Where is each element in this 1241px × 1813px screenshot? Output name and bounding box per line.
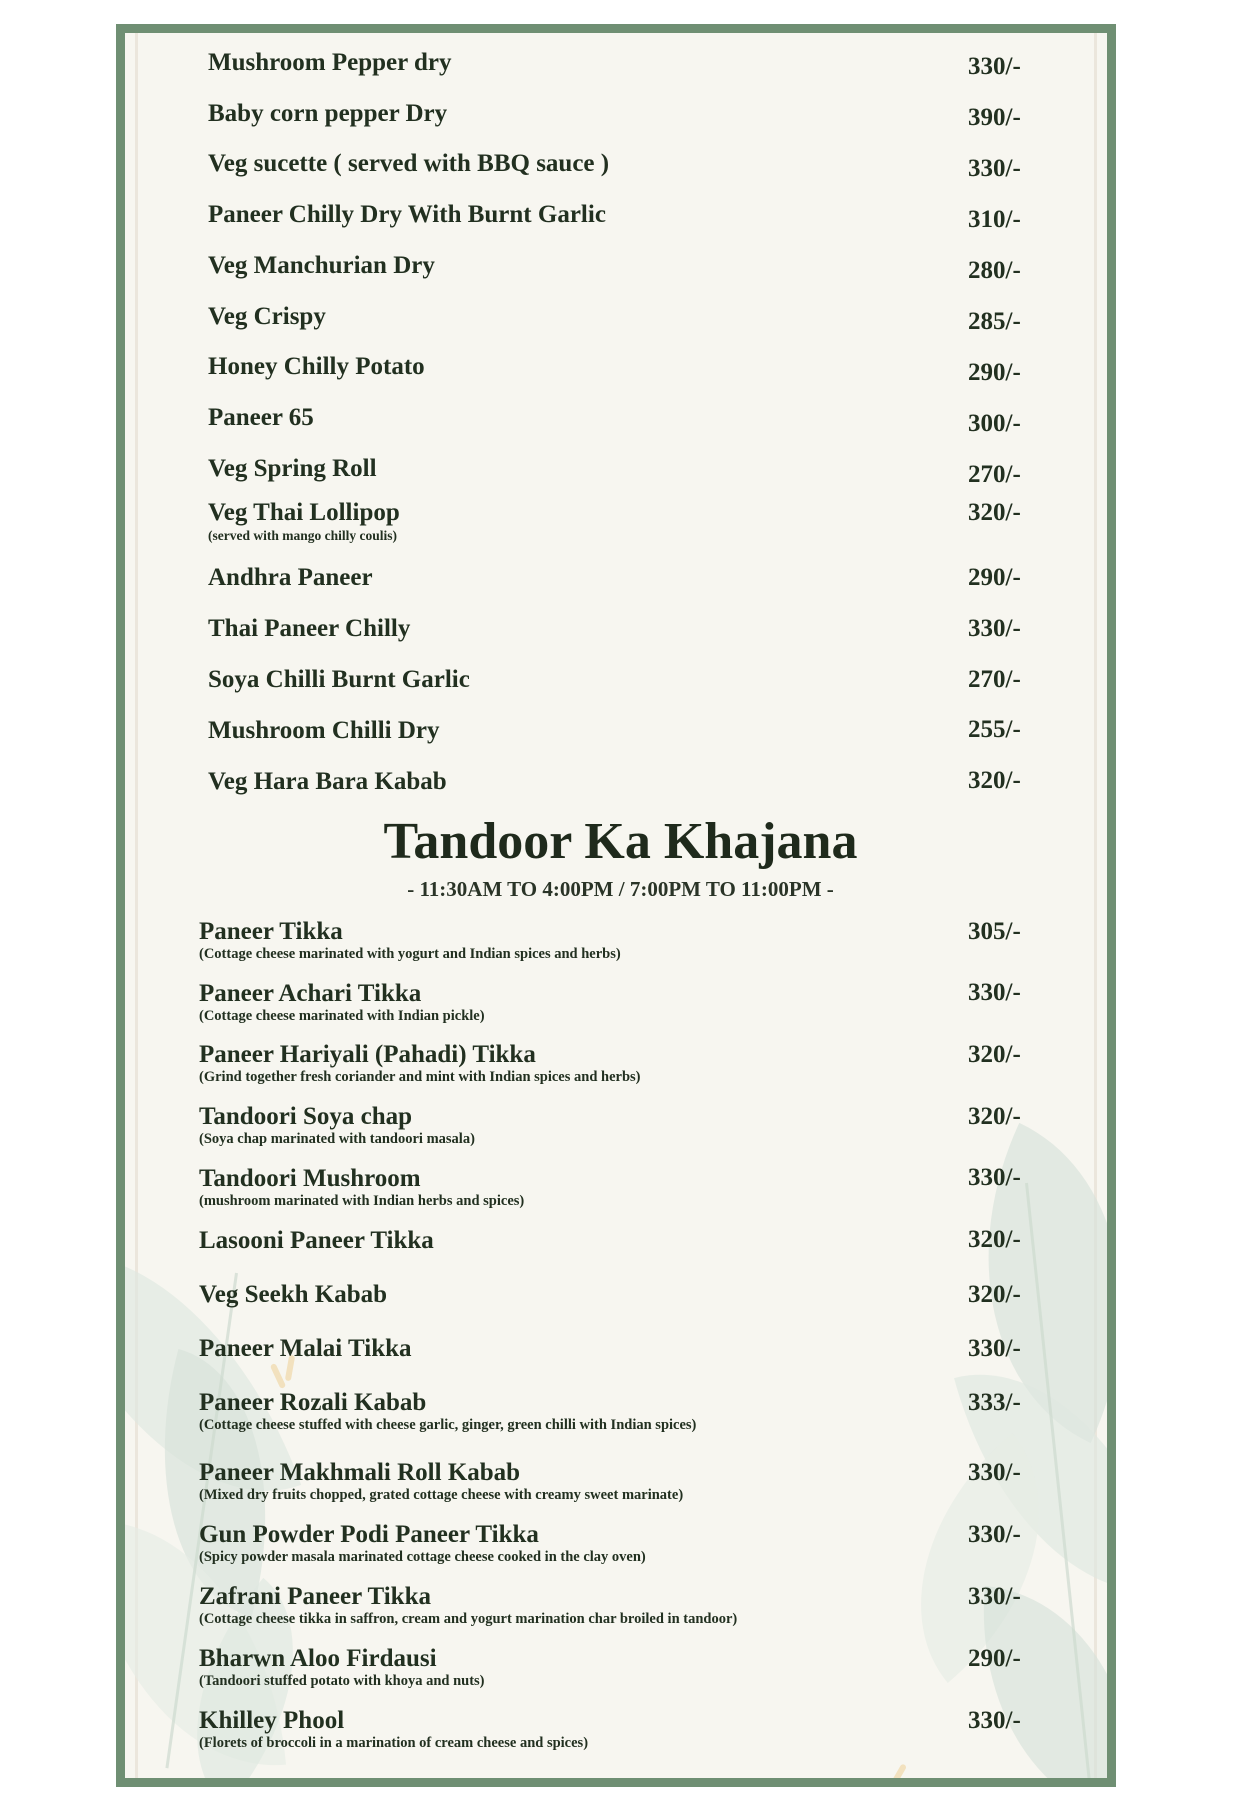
item-description: (Soya chap marinated with tandoori masala) xyxy=(199,1131,475,1147)
border-line-left xyxy=(135,33,138,1778)
item-name: Paneer Malai Tikka xyxy=(199,1335,412,1362)
item-name: Gun Powder Podi Paneer Tikka xyxy=(199,1521,539,1548)
item-name: Veg sucette ( served with BBQ sauce ) xyxy=(208,150,610,177)
item-price: 300/- xyxy=(968,410,1021,437)
item-name: Paneer Chilly Dry With Burnt Garlic xyxy=(208,201,606,228)
item-description: (Cottage cheese marinated with Indian pickle) xyxy=(199,1008,485,1024)
item-price: 390/- xyxy=(968,104,1021,131)
item-description: (mushroom marinated with Indian herbs and spices) xyxy=(199,1193,525,1209)
item-price: 255/- xyxy=(968,716,1021,743)
item-price: 330/- xyxy=(968,615,1021,642)
item-name: Lasooni Paneer Tikka xyxy=(199,1227,434,1254)
item-price: 290/- xyxy=(968,564,1021,591)
item-price: 270/- xyxy=(968,666,1021,693)
item-price: 280/- xyxy=(968,257,1021,284)
item-name: Paneer Tikka xyxy=(199,918,343,945)
item-price: 270/- xyxy=(968,461,1021,488)
item-description: (Tandoori stuffed potato with khoya and nuts) xyxy=(199,1673,485,1689)
item-name: Tandoori Soya chap xyxy=(199,1103,413,1130)
item-name: Soya Chilli Burnt Garlic xyxy=(208,666,470,693)
item-price: 330/- xyxy=(968,1335,1021,1362)
item-price: 330/- xyxy=(968,1164,1021,1191)
item-name: Bharwn Aloo Firdausi xyxy=(199,1645,437,1672)
item-description: (Mixed dry fruits chopped, grated cottage cheese with creamy sweet marinate) xyxy=(199,1487,684,1503)
item-price: 333/- xyxy=(968,1389,1021,1416)
item-price: 330/- xyxy=(968,155,1021,182)
item-description: (Cottage cheese tikka in saffron, cream and yogurt marination char broiled in tandoor) xyxy=(199,1611,738,1627)
item-name: Paneer Rozali Kabab xyxy=(199,1389,427,1416)
item-price: 320/- xyxy=(968,1041,1021,1068)
item-price: 320/- xyxy=(968,767,1021,794)
item-description: (Cottage cheese stuffed with cheese garlic, ginger, green chilli with Indian spices) xyxy=(199,1417,697,1433)
item-name: Veg Thai Lollipop xyxy=(208,499,400,526)
item-description: (Spicy powder masala marinated cottage cheese cooked in the clay oven) xyxy=(199,1549,646,1565)
item-name: Andhra Paneer xyxy=(208,564,373,591)
item-name: Baby corn pepper Dry xyxy=(208,100,448,127)
item-price: 330/- xyxy=(968,1459,1021,1486)
item-name: Honey Chilly Potato xyxy=(208,353,425,380)
item-price: 290/- xyxy=(968,359,1021,386)
item-name: Khilley Phool xyxy=(199,1707,345,1734)
item-price: 290/- xyxy=(968,1645,1021,1672)
item-description: (Grind together fresh coriander and mint with Indian spices and herbs) xyxy=(199,1069,641,1085)
item-price: 320/- xyxy=(968,1281,1021,1308)
item-price: 330/- xyxy=(968,1583,1021,1610)
item-price: 330/- xyxy=(968,1707,1021,1734)
item-price: 320/- xyxy=(968,499,1021,526)
item-name: Paneer Achari Tikka xyxy=(199,980,422,1007)
item-description: (Cottage cheese marinated with yogurt and Indian spices and herbs) xyxy=(199,946,621,962)
item-description: (Florets of broccoli in a marination of cream cheese and spices) xyxy=(199,1735,589,1751)
item-name: Zafrani Paneer Tikka xyxy=(199,1583,431,1610)
item-name: Paneer 65 xyxy=(208,404,314,431)
item-name: Veg Manchurian Dry xyxy=(208,252,435,279)
item-name: Thai Paneer Chilly xyxy=(208,615,411,642)
item-price: 330/- xyxy=(968,53,1021,80)
item-name: Veg Seekh Kabab xyxy=(199,1281,388,1308)
section-title: Tandoor Ka Khajana xyxy=(383,813,858,870)
item-name: Veg Hara Bara Kabab xyxy=(208,768,447,795)
item-name: Veg Crispy xyxy=(208,303,326,330)
item-name: Veg Spring Roll xyxy=(208,455,377,482)
item-price: 330/- xyxy=(968,979,1021,1006)
item-price: 320/- xyxy=(968,1103,1021,1130)
section-hours: - 11:30AM TO 4:00PM / 7:00PM TO 11:00PM - xyxy=(407,877,834,901)
item-name: Tandoori Mushroom xyxy=(199,1165,421,1192)
item-name: Paneer Hariyali (Pahadi) Tikka xyxy=(199,1041,536,1068)
item-description: (served with mango chilly coulis) xyxy=(208,528,397,543)
item-price: 285/- xyxy=(968,308,1021,335)
item-name: Paneer Makhmali Roll Kabab xyxy=(199,1459,521,1486)
item-price: 320/- xyxy=(968,1226,1021,1253)
item-price: 330/- xyxy=(968,1521,1021,1548)
item-price: 305/- xyxy=(968,918,1021,945)
item-price: 310/- xyxy=(968,206,1021,233)
item-name: Mushroom Pepper dry xyxy=(208,49,452,76)
item-name: Mushroom Chilli Dry xyxy=(208,717,440,744)
